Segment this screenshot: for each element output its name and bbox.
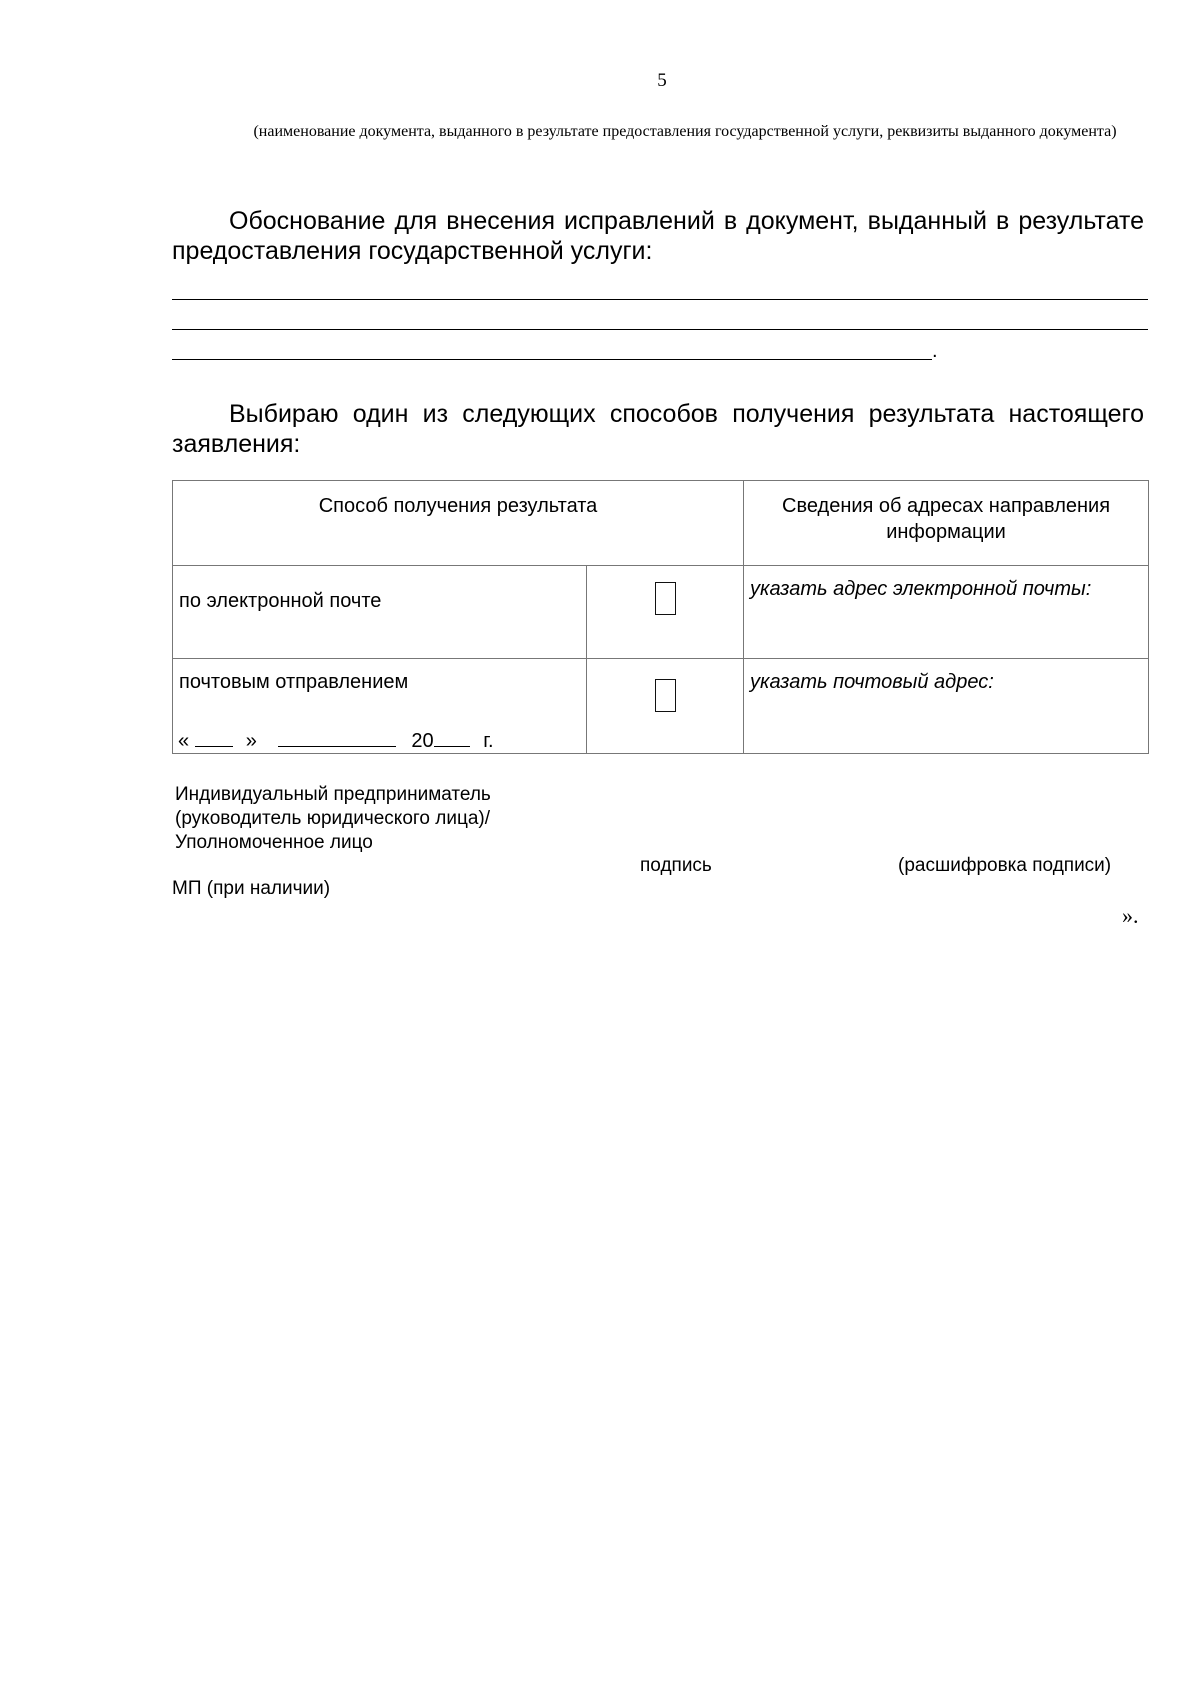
date-close-quote: »: [245, 730, 257, 752]
day-blank[interactable]: [195, 728, 233, 747]
document-caption: (наименование документа, выданного в результате предоставления государственной услуги, реквизиты выданного документа): [253, 123, 1117, 140]
year-blank[interactable]: [434, 728, 470, 747]
table-row-email: [173, 566, 1149, 659]
header-method: Способ получения результата: [173, 481, 744, 566]
email-address-hint[interactable]: указать адрес электронной почты:: [744, 566, 1149, 659]
date-open-quote: «: [178, 730, 190, 752]
justification-fill-line-3[interactable]: [172, 359, 932, 360]
justification-fill-line-1[interactable]: [172, 299, 1148, 300]
page-number: 5: [657, 70, 667, 91]
date-line: [178, 728, 494, 753]
signer-title: Индивидуальный предприниматель (руководитель юридического лица)/Уполномоченное лицо: [175, 784, 491, 853]
justification-paragraph: Обоснование для внесения исправлений в документ, выданный в результате предоставления государственной услуги:: [172, 207, 1144, 265]
header-address: Сведения об адресах направления информации: [744, 481, 1149, 566]
month-blank[interactable]: [278, 728, 396, 747]
delivery-choice-paragraph: Выбираю один из следующих способов получения результата настоящего заявления:: [172, 400, 1144, 458]
stamp-note: МП (при наличии): [172, 878, 331, 899]
signature-decoding-label: (расшифровка подписи): [898, 855, 1112, 876]
line-end-dot: .: [932, 340, 938, 362]
delivery-methods-table: [172, 480, 1149, 754]
method-post-label: почтовым отправлением: [173, 659, 587, 754]
post-checkbox[interactable]: [655, 679, 676, 712]
year-suffix: г.: [483, 730, 494, 752]
year-prefix: 20: [411, 730, 434, 752]
signature-label: подпись: [640, 855, 712, 876]
email-checkbox[interactable]: [655, 582, 676, 615]
closing-mark: ».: [1122, 903, 1139, 928]
method-email-label: по электронной почте: [173, 566, 587, 659]
postal-address-hint[interactable]: указать почтовый адрес:: [744, 659, 1149, 754]
table-header-row: [173, 481, 1149, 566]
justification-fill-line-2[interactable]: [172, 329, 1148, 330]
